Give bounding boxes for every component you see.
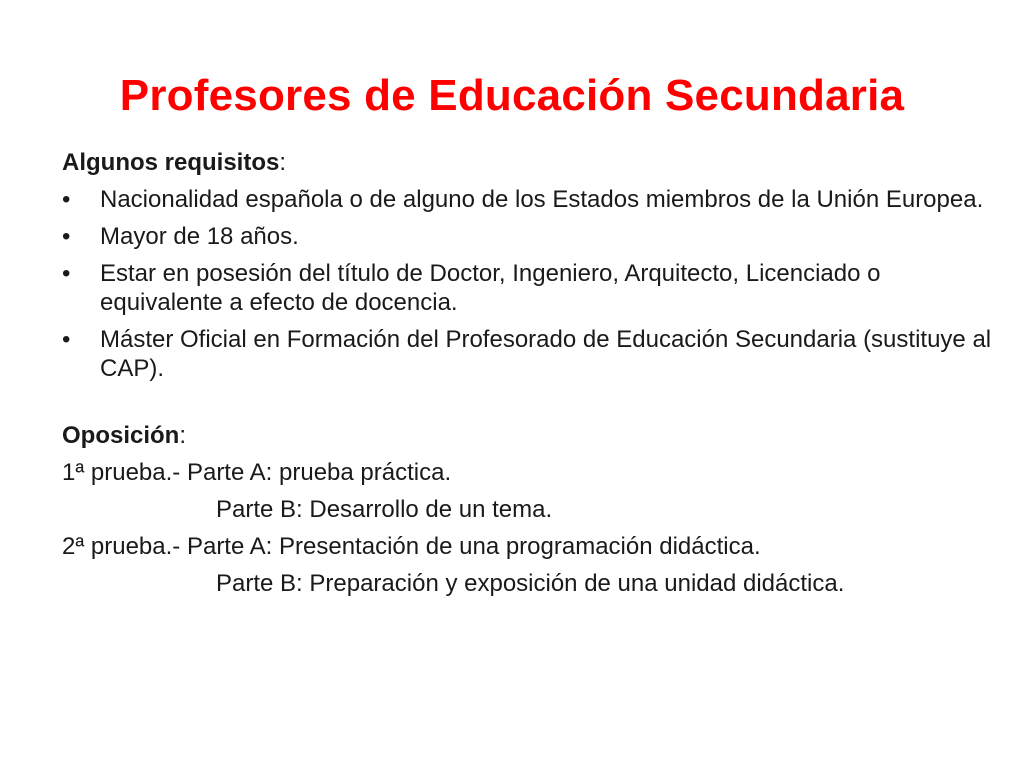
requirements-heading-line [62, 148, 1002, 177]
list-item [62, 259, 1002, 317]
requirements-heading: Algunos requisitos [62, 149, 280, 176]
list-item [62, 185, 1002, 214]
requirement-text: Máster Oficial en Formación del Profesorado de Educación Secundaria (sustituye al CAP). [100, 326, 992, 382]
slide-title: Profesores de Educación Secundaria [119, 71, 905, 120]
exam-line-3: 2ª prueba.- Parte A: Presentación de una programación didáctica. [62, 533, 761, 560]
opposition-heading-colon: : [179, 422, 187, 449]
requirement-text: Nacionalidad española o de alguno de los Estados miembros de la Unión Europea. [100, 186, 984, 213]
requirement-text: Estar en posesión del título de Doctor, Ingeniero, Arquitecto, Licenciado o equivalente a efecto de docencia. [100, 260, 881, 316]
exam-line-2-text: Parte B: Desarrollo de un tema. [216, 496, 553, 523]
bullet-icon: • [62, 186, 71, 213]
exam-line-4-text: Parte B: Preparación y exposición de una unidad didáctica. [216, 570, 845, 597]
bullet-icon: • [62, 223, 71, 250]
requirements-list [62, 185, 1002, 383]
list-item [62, 325, 1002, 383]
exam-line-2 [62, 495, 1002, 524]
list-item [62, 222, 1002, 251]
exam-line-4 [62, 569, 1002, 598]
bullet-icon: • [62, 326, 71, 353]
requirements-heading-colon: : [279, 149, 287, 176]
section-gap [62, 391, 1002, 421]
exam-line-1: 1ª prueba.- Parte A: prueba práctica. [62, 459, 452, 486]
opposition-heading: Oposición [62, 422, 180, 449]
opposition-heading-line [62, 421, 1002, 450]
requirement-text: Mayor de 18 años. [100, 223, 299, 250]
slide-content [62, 148, 1002, 606]
bullet-icon: • [62, 260, 71, 287]
